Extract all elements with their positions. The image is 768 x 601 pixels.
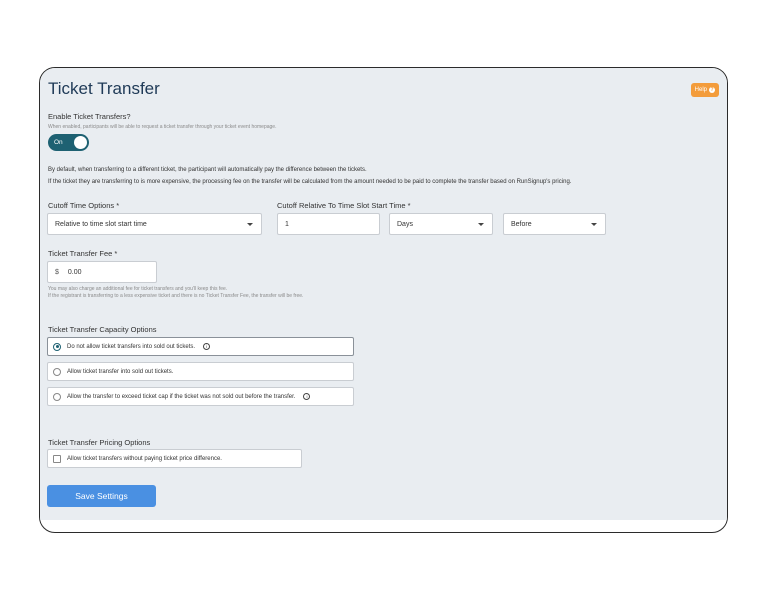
radio-button[interactable]	[53, 368, 61, 376]
radio-button[interactable]	[53, 393, 61, 401]
cutoff-unit-select[interactable]	[389, 213, 493, 235]
cutoff-amount-value: 1	[285, 220, 289, 228]
capacity-option-label: Allow ticket transfer into sold out tickets.	[67, 368, 174, 375]
capacity-option-label: Allow the transfer to exceed ticket cap if the ticket was not sold out before the transfer.	[67, 393, 296, 400]
cutoff-options-label: Cutoff Time Options *	[48, 201, 120, 210]
question-icon: ?	[710, 87, 714, 93]
info-icon[interactable]: i	[303, 393, 310, 400]
info-line-1: By default, when transferring to a different ticket, the participant will automatically pay the difference between the tickets.	[48, 167, 367, 173]
transfer-fee-value: 0.00	[67, 268, 82, 276]
window-frame	[39, 67, 728, 533]
help-label: Help	[694, 87, 707, 93]
transfer-fee-label: Ticket Transfer Fee *	[48, 249, 118, 258]
toggle-state-text: On	[54, 139, 63, 146]
cutoff-direction-value: Before	[511, 220, 532, 228]
currency-prefix: $	[55, 268, 59, 276]
enable-transfers-toggle[interactable]	[48, 134, 89, 151]
pricing-option-row[interactable]	[47, 449, 302, 468]
help-button[interactable]	[691, 83, 719, 97]
capacity-option-label: Do not allow ticket transfers into sold out tickets.	[67, 343, 196, 350]
radio-button-selected[interactable]	[53, 343, 61, 351]
cutoff-amount-input[interactable]	[277, 213, 380, 235]
enable-transfers-hint: When enabled, participants will be able to request a ticket transfer through your ticket event homepage.	[48, 124, 277, 130]
pricing-checkbox[interactable]	[53, 455, 61, 463]
save-settings-button[interactable]: Save Settings	[47, 485, 156, 507]
enable-transfers-label: Enable Ticket Transfers?	[48, 112, 131, 121]
pricing-checkbox-label: Allow ticket transfers without paying ticket price difference.	[67, 455, 222, 462]
cutoff-options-select[interactable]	[47, 213, 262, 235]
transfer-fee-hint-2: If the registrant is transferring to a less expensive ticket and there is no Ticket Transfer Fee, the transfer will be free.	[48, 293, 304, 299]
page-title: Ticket Transfer	[48, 79, 160, 98]
capacity-option-allow-sold-out[interactable]	[47, 362, 354, 381]
cutoff-direction-select[interactable]	[503, 213, 606, 235]
transfer-fee-hint-1: You may also charge an additional fee for ticket transfers and you'll keep this fee.	[48, 286, 228, 292]
capacity-option-exceed-cap[interactable]	[47, 387, 354, 406]
capacity-options-label: Ticket Transfer Capacity Options	[48, 325, 157, 334]
cutoff-unit-value: Days	[397, 220, 413, 228]
toggle-knob	[74, 136, 87, 149]
chevron-down-icon	[247, 223, 253, 226]
info-line-2: If the ticket they are transferring to is more expensive, the processing fee on the transfer will be calculated from the amount needed to be paid to complete the transfer based on RunSignup's pricing.	[48, 179, 572, 185]
chevron-down-icon	[478, 223, 484, 226]
cutoff-relative-label: Cutoff Relative To Time Slot Start Time *	[277, 201, 411, 210]
settings-panel	[40, 68, 727, 520]
cutoff-options-value: Relative to time slot start time	[55, 220, 147, 228]
info-icon[interactable]: i	[203, 343, 210, 350]
capacity-option-no-sold-out[interactable]	[47, 337, 354, 356]
transfer-fee-input[interactable]	[47, 261, 157, 283]
pricing-options-label: Ticket Transfer Pricing Options	[48, 438, 151, 447]
chevron-down-icon	[591, 223, 597, 226]
